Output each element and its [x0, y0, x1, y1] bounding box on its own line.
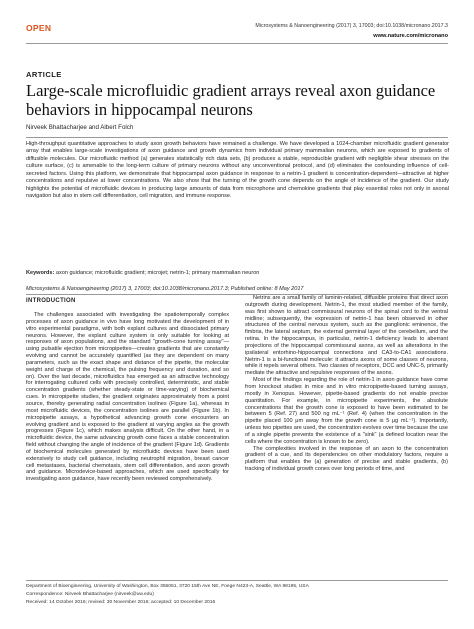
body-left-column — [26, 312, 229, 483]
body-right-column — [245, 295, 448, 473]
article-title: Large-scale microfluidic gradient arrays reveal axon guidance behaviors in hippocampal neurons — [26, 81, 436, 119]
correspondence-note: Correspondence: Nirveek Bhattacharjee (nirveek@uw.edu) — [26, 592, 154, 597]
introduction-paragraph: The challenges associated with investigating the spatiotemporally complex processes of axon guidance in vivo have long motivated the development of in vitro experimental paradigms, with both explant cultures and dissociated primary neurons. However, the explant culture system is only suitable for looking at responses of axon populations, and the standard "growth-cone turning assay"—using pulsatile ejection from micropipettes—creates gradients that are constantly evolving and cannot be accurately quantified (as they are dependent on many parameters, such as the exact shape and distance of the pipette, the molecular weight and charge of the chemical, the pulsing frequency and duration, and so on). Over the last decade, microfluidics has emerged as an attractive technology for interrogating cultured cells with precisely controlled, deterministic, and stable concentration gradients (whether steady-state or time-varying) of biochemical cues. In micropipette studies, the gradient originates approximately from a point source, thereby generating radial concentration isolines (Figure 1a), whereas in most microfluidic devices, the concentration isolines are parallel (Figure 1b). In micropipette assays, a hypothetical advancing growth cone encounters an evolving gradient and is exposed to the gradient at varying angles as the growth progresses (Figure 1c), which makes analysis difficult. On the other hand, in a microfluidic device, the same advancing growth cone faces a stable concentration field without changing the angle of incidence of the gradient (Figure 1d). Gradients of biochemical molecules generated by microfluidic devices have been used extensively to study cell guidance, including neutrophil migration, breast cancer cell metastases, bacterial chemotaxis, stem cell differentiation, and axon growth and guidance. Microdevice-based approaches, which are used specifically for investigating axon guidance, have recently been reviewed comprehensively. — [26, 312, 229, 483]
article-authors: Nirveek Bhattacharjee and Albert Folch — [26, 124, 134, 131]
keywords-line — [26, 270, 449, 276]
keywords-label: Keywords: — [26, 270, 55, 276]
findings-paragraph: Most of the findings regarding the role of netrin-1 in axon guidance have come from knockout studies in mice and in vitro micropipette-based turning assays, mostly in Xenopus. However, pipette-based gradients do not enable precise quantitation. For example, in micropipette experiments, the absolute concentrations that the growth cone is exposed to have been estimated to be between 5 (Ref. 27) and 500 ng mL⁻¹ (Ref. 4) (when the concentration in the pipette placed 100 μm away from the growth cone is 5 μg mL⁻¹). Importantly, unless two pipettes are used, the concentration evolves over time because the use of a single pipette prevents the existence of a "sink" (a defined location near the cells where the concentration is known to be zero). — [245, 377, 448, 445]
introduction-heading: INTRODUCTION — [26, 298, 76, 304]
article-type-label: ARTICLE — [26, 70, 62, 79]
header-divider — [26, 43, 448, 44]
affiliation-note: Department of Bioengineering, University of Washington, Box 355061, 3720 15th Ave NE, Foege N423-A, Seattle, WA 98195, USA — [26, 584, 309, 589]
footer-divider — [26, 580, 448, 581]
article-citation: Microsystems & Nanoengineering (2017) 3, 17003; doi:10.1038/micronano.2017.3; Published online: 8 May 2017 — [26, 286, 304, 292]
journal-citation-header: Microsystems & Nanoengineering (2017) 3, 17003; doi:10.1038/micronano.2017.3 — [255, 23, 448, 29]
received-dates-note: Received: 14 October 2016; revised: 30 November 2016; accepted: 10 December 2016 — [26, 600, 216, 605]
keywords-list: axon guidance; microfluidic gradient; microjet; netrin-1; primary mammalian neuron — [55, 270, 260, 276]
abstract-text: High-throughput quantitative approaches to study axon growth behaviors have remained a challenge. We have developed a 1024-chamber microfluidic gradient generator array that enables large-scale investigations of axon guidance and growth dynamics from individual primary mammalian neurons, which are exposed to gradients of diffusible molecules. Our microfluidic method (a) generates statistically rich data sets, (b) produces a stable, reproducible gradient with negligible shear stresses on the culture surface, (c) is amenable to the long-term culture of primary neurons without any unconventional protocol, and (d) eliminates the confounding influence of cell-secreted factors. Using this platform, we demonstrate that hippocampal axon guidance in response to a netrin-1 gradient is concentration-dependent—attractive at higher concentrations and repulsive at lower concentrations. We also show that the turning of the growth cone depends on the angle of incidence of the gradient. Our study highlights the potential of microfluidic devices in producing large amounts of data from microphone and chemokine gradients that play essential roles not only in axonal navigation but also in stem cell differentiation, cell migration, and immune response. — [26, 141, 449, 200]
complexities-paragraph: The complexities involved in the response of an axon to the concentration gradient of a cue, and its dependencies on other modulatory factors, require a platform that enables the (a) generation of precise and stable gradients, (b) tracking of individual growth cones over long periods of time, and — [245, 445, 448, 473]
abstract-top-divider — [26, 137, 448, 138]
journal-site-link[interactable]: www.nature.com/micronano — [373, 33, 448, 39]
open-access-label: OPEN — [26, 23, 52, 33]
netrin-paragraph: Netrins are a small family of laminin-related, diffusible proteins that direct axon outgrowth during development. Netrin-1, the most studied member of the family, was first shown to attract commissural neurons of the spinal cord to the ventral midline; subsequently, the expression of netrin-1 has been observed in other structures of the central nervous system, such as the ganglionic eminence, the fimbria, the lateral septum, the external germinal layer of the cerebellum, and the retina. In the hippocampus, in particular, netrin-1 deficiency leads to aberrant projections of the hippocampal commissural axons, as well as alterations in the ipsilateral entorhino-hippocampal connections and CA3-to-CA1 associations. Netrin-1 is a bi-functional molecule: it attracts axons of some classes of neurons, while it repels several others. Two classes of receptors, DCC and UNC-5, primarily mediate the attractive and repulsive responses of the axons. — [245, 295, 448, 377]
